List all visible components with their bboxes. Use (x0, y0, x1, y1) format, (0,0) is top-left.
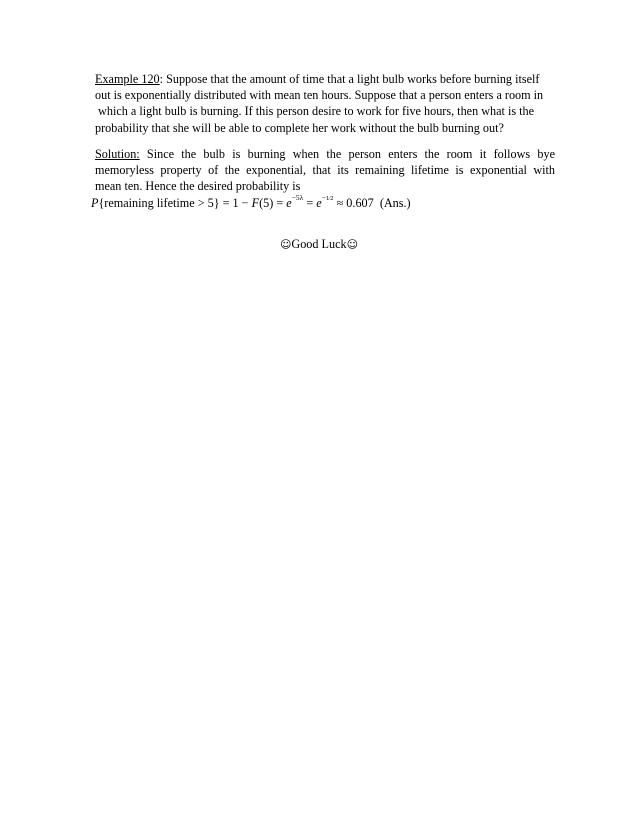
closing-line (0, 236, 638, 253)
formula-f: F (251, 196, 260, 210)
solution-line-1 (95, 146, 555, 162)
solution-line-1-text: Since the bulb is burning when the person enters the room it follows bye (139, 147, 555, 161)
formula-exponent-2 (322, 193, 334, 202)
example-line-2: out is exponentially distributed with mean ten hours. Suppose that a person enters a room in (95, 88, 544, 103)
formula-exponent-2-fraction: 1⁄2 (325, 195, 334, 202)
solution-line-3: mean ten. Hence the desired probability is (95, 179, 301, 194)
formula-exponent-1: −5λ (291, 193, 304, 202)
example-paragraph (95, 71, 555, 136)
closing-text: Good Luck (291, 237, 347, 251)
formula-equals: = (303, 196, 317, 210)
formula-e2: e (316, 196, 322, 210)
smiley-left-icon: ☺ (279, 238, 292, 251)
example-line-1 (95, 71, 555, 87)
example-line-1-text: : Suppose that the amount of time that a light bulb works before burning itself (159, 72, 540, 86)
formula-p: P (91, 196, 99, 210)
formula-approx-answer: ≈ 0.607 (Ans.) (333, 196, 411, 210)
example-line-3 (95, 103, 555, 119)
example-line-4: probability that she will be able to complete her work without the bulb burning out? (95, 120, 504, 135)
solution-heading: Solution: (95, 147, 140, 161)
formula-event: {remaining lifetime > 5} = 1 − (98, 196, 252, 210)
example-line-3-text: which a light bulb is burning. If this person desire to work for five hours, then what is the (95, 104, 535, 119)
example-heading: Example 120 (95, 72, 160, 86)
solution-paragraph (95, 146, 555, 195)
formula-e1: e (286, 196, 292, 210)
formula-exponent-2-sign: − (321, 193, 326, 202)
smiley-right-icon: ☺ (346, 238, 359, 251)
formula-f-arg: (5) = (259, 196, 287, 210)
probability-formula (91, 195, 411, 211)
solution-line-2: memoryless property of the exponential, that its remaining lifetime is exponential with (95, 163, 555, 178)
